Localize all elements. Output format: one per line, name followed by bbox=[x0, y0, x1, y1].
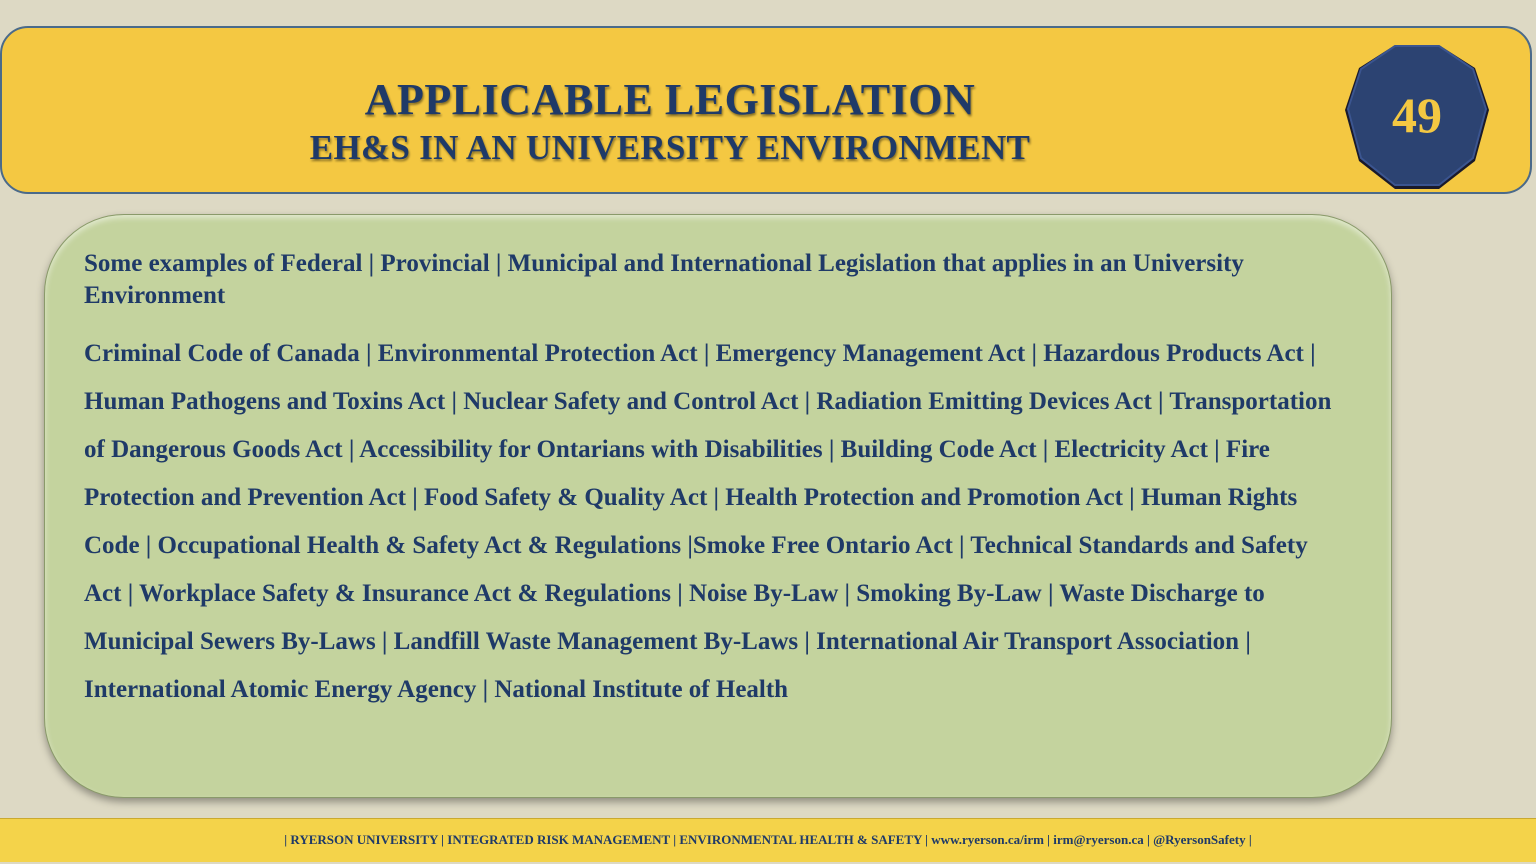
legislation-list: Criminal Code of Canada | Environmental Protection Act | Emergency Management Act | Hazardous Products Act | Human Pathogens and Toxins Act | Nuclear Safety and Control Act | Radiation Emitting Devices Act | Transportation of Dangerous Goods Act | Accessibility for Ontarians with Disabilities | Building Code Act | Electricity Act | Fire Protection and Prevention Act | Food Safety & Quality Act | Health Protection and Promotion Act | Human Rights Code | Occupational Health & Safety Act & Regulations |Smoke Free Ontario Act | Technical Standards and Safety Act | Workplace Safety & Insurance Act & Regulations | Noise By-Law | Smoking By-Law | Waste Discharge to Municipal Sewers By-Laws | Landfill Waste Management By-Laws | International Air Transport Association | International Atomic Energy Agency | National Institute of Health bbox=[84, 340, 1332, 703]
intro-text: Some examples of Federal | Provincial | Municipal and International Legislation that applies in an University Environment bbox=[84, 250, 1244, 309]
slide-subtitle: EH&S IN AN UNIVERSITY ENVIRONMENT bbox=[309, 128, 1031, 167]
slide-number-badge bbox=[1344, 42, 1490, 190]
slide-title: APPLICABLE LEGISLATION bbox=[364, 75, 976, 124]
footer-text: | RYERSON UNIVERSITY | INTEGRATED RISK MANAGEMENT | ENVIRONMENTAL HEALTH & SAFETY | www.ryerson.ca/irm | irm@ryerson.ca | @RyersonSafety | bbox=[284, 832, 1252, 847]
slide-number: 49 bbox=[1392, 87, 1442, 143]
